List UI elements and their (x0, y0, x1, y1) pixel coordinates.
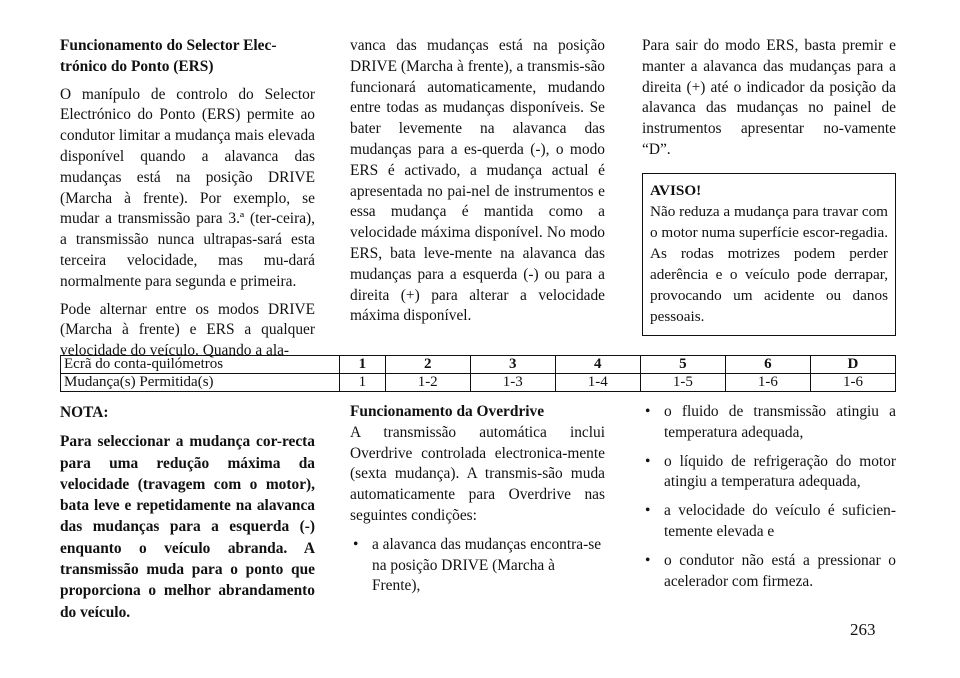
ers-continuation-column (350, 36, 605, 327)
list-item-text: a velocidade do veículo é suficien-temente elevada e (664, 502, 896, 540)
list-item (350, 535, 605, 597)
bullet-icon: • (645, 551, 651, 569)
overdrive-heading: Funcionamento da Overdrive (350, 403, 545, 420)
header-cell: 4 (555, 356, 640, 374)
header-cell: 5 (640, 356, 725, 374)
table-cell: 1-6 (725, 374, 810, 392)
list-item-text: a alavanca das mudanças encontra-se na posição DRIVE (Marcha à Frente), (372, 535, 602, 595)
page-number: 263 (850, 620, 876, 639)
ers-heading: Funcionamento do Selector Elec-trónico do Ponto (ERS) (60, 37, 277, 75)
overdrive-conditions-column (642, 402, 896, 600)
table-cell: 1-4 (555, 374, 640, 392)
note-label: NOTA: (60, 404, 109, 421)
ers-section-column (60, 36, 315, 362)
overdrive-paragraph: A transmissão automática inclui Overdrive controlada electronica-mente (sexta mudança). A transmis-são muda automaticamente para Overdrive nas seguintes condições: (350, 423, 605, 524)
overdrive-condition-list (350, 535, 605, 597)
list-item-text: o condutor não está a pressionar o acelerador com firmeza. (664, 551, 896, 590)
table-cell: 1 (340, 374, 386, 392)
list-item-text: o fluido de transmissão atingiu a temperatura adequada, (664, 403, 896, 441)
list-item (642, 501, 896, 543)
ers-paragraph-2: Pode alternar entre os modos DRIVE (Marcha à frente) e ERS a qualquer velocidade do veículo. Quando a ala- (60, 300, 315, 360)
gear-table (60, 355, 896, 392)
table-cell: 1-2 (385, 374, 470, 392)
header-cell: 2 (385, 356, 470, 374)
list-item (642, 452, 896, 494)
overdrive-condition-list-cont (642, 402, 896, 592)
ers-continuation-paragraph: vanca das mudanças está na posição DRIVE (Marcha à frente), a transmis-são funcionará automaticamente, mudando entre todas as mudanças disponíveis. Se bater levemente na alavanca das mudanças para a es-querda (-), o modo ERS é activado, a mudança actual é apresentada no pai-nel de instrumentos e essa mudança é mantida como a velocidade máxima disponível. No modo ERS, bata leve-mente na alavanca das mudanças para a esquerda (-) ou para a direita (+) para alterar a velocidade máxima disponível. (350, 37, 605, 325)
bullet-icon: • (645, 403, 651, 420)
bullet-icon: • (645, 452, 651, 470)
overdrive-column (350, 402, 605, 605)
note-text: Para seleccionar a mudança cor-recta para uma redução máxima da velocidade (travagem com o motor), bata leve e repetidamente na alavanca das mudanças para a esquerda (-) enquanto o veículo abranda. A transmissão muda para o ponto que proporciona o melhor abrandamento do veículo. (60, 433, 315, 621)
warning-title: AVISO! (650, 181, 702, 199)
bullet-icon: • (353, 535, 359, 553)
warning-text: Não reduza a mudança para travar com o motor numa superfície escor-regadia. As rodas motrizes podem perder aderência e o veículo pode derrapar, provocando um acidente ou danos pessoais. (650, 202, 888, 325)
table-cell: 1-6 (810, 374, 895, 392)
ers-exit-paragraph: Para sair do modo ERS, basta premir e manter a alavanca das mudanças para a direita (+) até o indicador da posição da alavanca das mudanças no painel de instrumentos apresentar no-vamente “D”. (642, 37, 896, 158)
header-cell: 1 (340, 356, 386, 374)
gear-table-row (61, 374, 896, 392)
table-cell: 1-5 (640, 374, 725, 392)
header-cell: 3 (470, 356, 555, 374)
header-cell: 6 (725, 356, 810, 374)
header-cell: D (810, 356, 895, 374)
note-column (60, 402, 315, 623)
bullet-icon: • (645, 502, 651, 520)
header-label-cell: Ecrã do conta-quilómetros (61, 356, 340, 374)
ers-paragraph-1: O manípulo de controlo do Selector Electrónico do Ponto (ERS) permite ao condutor limitar a mudança mais elevada disponível quando a alavanca das mudanças está na posição DRIVE (Marcha à frente). Por exemplo, se mudar a transmissão para 3.ª (ter-ceira), a transmissão nunca ultrapas-sará esta terceira velocidade, mas mu-dará normalmente para segunda e primeira. (60, 85, 315, 290)
gear-table-header-row (61, 356, 896, 374)
row-label-cell: Mudança(s) Permitida(s) (61, 374, 340, 392)
ers-exit-column (642, 36, 896, 336)
list-item-text: o líquido de refrigeração do motor atingiu a temperatura adequada, (664, 452, 896, 491)
list-item (642, 402, 896, 444)
table-cell: 1-3 (470, 374, 555, 392)
warning-box (642, 173, 896, 336)
list-item (642, 551, 896, 593)
